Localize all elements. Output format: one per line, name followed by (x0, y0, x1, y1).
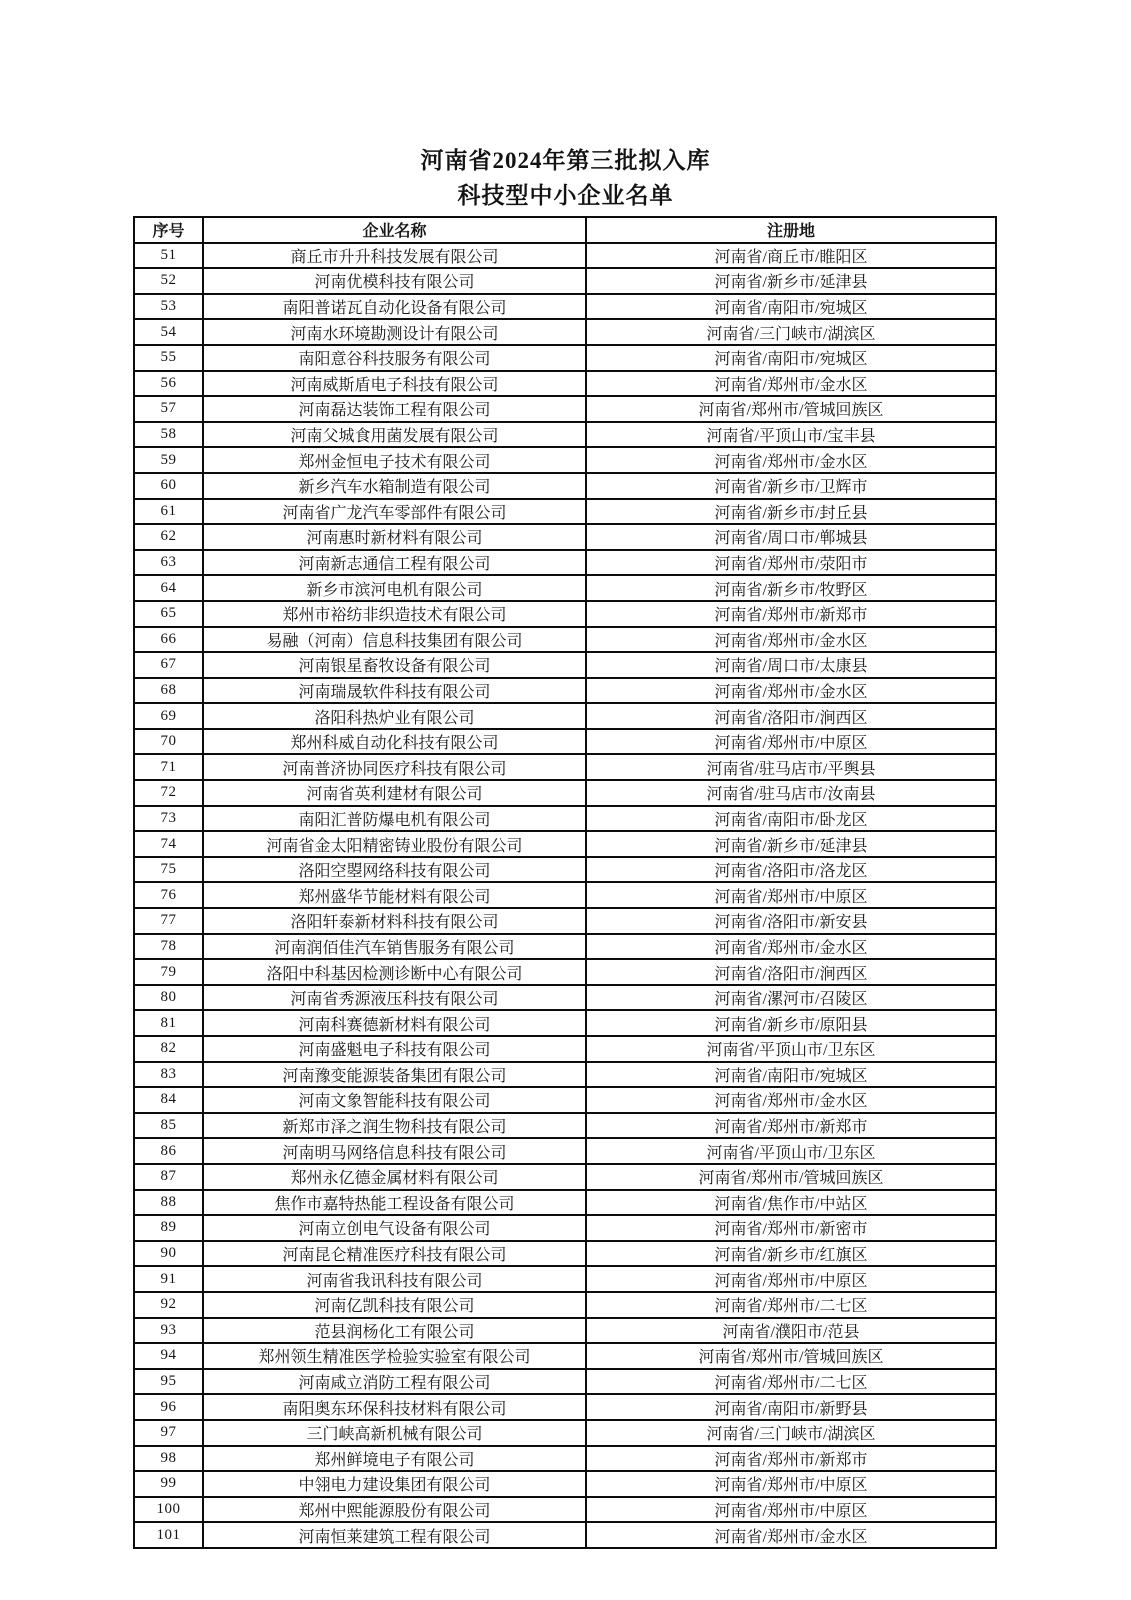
company-name-cell: 河南优模科技有限公司 (203, 268, 586, 294)
company-name-cell: 河南银星畜牧设备有限公司 (203, 652, 586, 678)
registration-cell: 河南省/郑州市/新郑市 (586, 601, 996, 627)
company-name-cell: 河南省英利建材有限公司 (203, 780, 586, 806)
registration-cell: 河南省/洛阳市/洛龙区 (586, 857, 996, 883)
row-index-cell: 56 (134, 371, 203, 397)
table-row (134, 1010, 996, 1036)
table-header (134, 217, 996, 243)
row-index-cell: 65 (134, 601, 203, 627)
company-name-cell: 新乡汽车水箱制造有限公司 (203, 473, 586, 499)
company-name-cell: 郑州中熙能源股份有限公司 (203, 1497, 586, 1523)
row-index-cell: 71 (134, 754, 203, 780)
company-name-cell: 河南科赛德新材料有限公司 (203, 1010, 586, 1036)
row-index-cell: 90 (134, 1241, 203, 1267)
company-name-cell: 商丘市升升科技发展有限公司 (203, 243, 586, 269)
row-index-cell: 88 (134, 1190, 203, 1216)
row-index-cell: 89 (134, 1215, 203, 1241)
table-row (134, 729, 996, 755)
table-row (134, 422, 996, 448)
registration-cell: 河南省/三门峡市/湖滨区 (586, 1420, 996, 1446)
table-row (134, 985, 996, 1011)
table-row (134, 627, 996, 653)
registration-cell: 河南省/新乡市/延津县 (586, 268, 996, 294)
registration-cell: 河南省/郑州市/中原区 (586, 1471, 996, 1497)
registration-cell: 河南省/郑州市/二七区 (586, 1369, 996, 1395)
row-index-cell: 80 (134, 985, 203, 1011)
table-row (134, 1190, 996, 1216)
row-index-cell: 81 (134, 1010, 203, 1036)
table-row (134, 1062, 996, 1088)
company-name-cell: 河南普济协同医疗科技有限公司 (203, 754, 586, 780)
registration-cell: 河南省/周口市/太康县 (586, 652, 996, 678)
company-name-cell: 河南明马网络信息科技有限公司 (203, 1138, 586, 1164)
table-body (134, 243, 996, 1548)
table-row (134, 1343, 996, 1369)
registration-cell: 河南省/郑州市/管城回族区 (586, 396, 996, 422)
table-row (134, 1318, 996, 1344)
company-name-cell: 南阳奥东环保科技材料有限公司 (203, 1394, 586, 1420)
registration-cell: 河南省/郑州市/新郑市 (586, 1446, 996, 1472)
table-row (134, 806, 996, 832)
registration-cell: 河南省/驻马店市/平舆县 (586, 754, 996, 780)
company-name-cell: 洛阳轩泰新材料科技有限公司 (203, 908, 586, 934)
row-index-cell: 59 (134, 447, 203, 473)
company-name-cell: 河南立创电气设备有限公司 (203, 1215, 586, 1241)
company-name-cell: 河南威斯盾电子科技有限公司 (203, 371, 586, 397)
table-row (134, 1394, 996, 1420)
row-index-cell: 61 (134, 499, 203, 525)
row-index-cell: 97 (134, 1420, 203, 1446)
company-name-cell: 郑州领生精准医学检验实验室有限公司 (203, 1343, 586, 1369)
table-row (134, 524, 996, 550)
row-index-cell: 53 (134, 294, 203, 320)
company-name-cell: 郑州科威自动化科技有限公司 (203, 729, 586, 755)
table-row (134, 857, 996, 883)
company-name-cell: 河南省金太阳精密铸业股份有限公司 (203, 831, 586, 857)
registration-cell: 河南省/南阳市/卧龙区 (586, 806, 996, 832)
registration-cell: 河南省/新乡市/延津县 (586, 831, 996, 857)
company-name-cell: 河南省我讯科技有限公司 (203, 1266, 586, 1292)
table-row (134, 1215, 996, 1241)
company-name-cell: 河南惠时新材料有限公司 (203, 524, 586, 550)
row-index-cell: 66 (134, 627, 203, 653)
registration-cell: 河南省/洛阳市/新安县 (586, 908, 996, 934)
registration-cell: 河南省/郑州市/金水区 (586, 934, 996, 960)
company-name-cell: 郑州永亿德金属材料有限公司 (203, 1164, 586, 1190)
registration-cell: 河南省/洛阳市/涧西区 (586, 703, 996, 729)
registration-cell: 河南省/南阳市/宛城区 (586, 345, 996, 371)
table-row (134, 1522, 996, 1548)
row-index-cell: 84 (134, 1087, 203, 1113)
company-name-cell: 河南咸立消防工程有限公司 (203, 1369, 586, 1395)
row-index-cell: 55 (134, 345, 203, 371)
row-index-cell: 73 (134, 806, 203, 832)
company-name-cell: 郑州市裕纺非织造技术有限公司 (203, 601, 586, 627)
registration-cell: 河南省/郑州市/二七区 (586, 1292, 996, 1318)
registration-cell: 河南省/新乡市/原阳县 (586, 1010, 996, 1036)
table-row (134, 1241, 996, 1267)
registration-cell: 河南省/郑州市/新郑市 (586, 1113, 996, 1139)
row-index-cell: 82 (134, 1036, 203, 1062)
table-row (134, 934, 996, 960)
row-index-cell: 69 (134, 703, 203, 729)
company-name-cell: 河南文象智能科技有限公司 (203, 1087, 586, 1113)
table-row (134, 396, 996, 422)
row-index-cell: 62 (134, 524, 203, 550)
document-title (0, 143, 1131, 213)
registration-cell: 河南省/平顶山市/卫东区 (586, 1138, 996, 1164)
company-name-cell: 南阳普诺瓦自动化设备有限公司 (203, 294, 586, 320)
table-row (134, 447, 996, 473)
table-row (134, 499, 996, 525)
registration-cell: 河南省/周口市/郸城县 (586, 524, 996, 550)
table-row (134, 550, 996, 576)
table-row (134, 1497, 996, 1523)
table-row (134, 703, 996, 729)
row-index-cell: 75 (134, 857, 203, 883)
company-name-cell: 河南磊达装饰工程有限公司 (203, 396, 586, 422)
table-row (134, 1266, 996, 1292)
registration-cell: 河南省/郑州市/中原区 (586, 1497, 996, 1523)
table-row (134, 294, 996, 320)
registration-cell: 河南省/郑州市/荥阳市 (586, 550, 996, 576)
row-index-cell: 87 (134, 1164, 203, 1190)
company-name-cell: 易融（河南）信息科技集团有限公司 (203, 627, 586, 653)
row-index-cell: 54 (134, 319, 203, 345)
company-name-cell: 洛阳科热炉业有限公司 (203, 703, 586, 729)
registration-cell: 河南省/濮阳市/范县 (586, 1318, 996, 1344)
table-row (134, 1036, 996, 1062)
row-index-cell: 85 (134, 1113, 203, 1139)
table-row (134, 1087, 996, 1113)
table-row (134, 601, 996, 627)
row-index-cell: 98 (134, 1446, 203, 1472)
registration-cell: 河南省/南阳市/宛城区 (586, 1062, 996, 1088)
table-row (134, 882, 996, 908)
header-cell-company-name: 企业名称 (203, 217, 586, 243)
company-name-cell: 郑州鲜境电子有限公司 (203, 1446, 586, 1472)
company-name-cell: 洛阳空曌网络科技有限公司 (203, 857, 586, 883)
registration-cell: 河南省/郑州市/金水区 (586, 1522, 996, 1548)
table-row (134, 345, 996, 371)
table-row (134, 831, 996, 857)
registration-cell: 河南省/郑州市/金水区 (586, 447, 996, 473)
table-row (134, 268, 996, 294)
registration-cell: 河南省/郑州市/中原区 (586, 1266, 996, 1292)
header-cell-index: 序号 (134, 217, 203, 243)
table-row (134, 575, 996, 601)
table-row (134, 1164, 996, 1190)
row-index-cell: 91 (134, 1266, 203, 1292)
company-name-cell: 河南恒莱建筑工程有限公司 (203, 1522, 586, 1548)
registration-cell: 河南省/平顶山市/卫东区 (586, 1036, 996, 1062)
table-row (134, 1471, 996, 1497)
table-row (134, 959, 996, 985)
table-row (134, 1113, 996, 1139)
registration-cell: 河南省/新乡市/牧野区 (586, 575, 996, 601)
table-row (134, 1292, 996, 1318)
row-index-cell: 86 (134, 1138, 203, 1164)
table-row (134, 319, 996, 345)
table-row (134, 678, 996, 704)
row-index-cell: 68 (134, 678, 203, 704)
company-name-cell: 河南盛魁电子科技有限公司 (203, 1036, 586, 1062)
registration-cell: 河南省/三门峡市/湖滨区 (586, 319, 996, 345)
row-index-cell: 96 (134, 1394, 203, 1420)
registration-cell: 河南省/洛阳市/涧西区 (586, 959, 996, 985)
table-row (134, 371, 996, 397)
registration-cell: 河南省/郑州市/中原区 (586, 882, 996, 908)
company-name-cell: 河南新志通信工程有限公司 (203, 550, 586, 576)
table-row (134, 1446, 996, 1472)
table-row (134, 1420, 996, 1446)
registration-cell: 河南省/新乡市/卫辉市 (586, 473, 996, 499)
row-index-cell: 101 (134, 1522, 203, 1548)
company-name-cell: 焦作市嘉特热能工程设备有限公司 (203, 1190, 586, 1216)
company-name-cell: 南阳汇普防爆电机有限公司 (203, 806, 586, 832)
registration-cell: 河南省/新乡市/红旗区 (586, 1241, 996, 1267)
company-name-cell: 河南瑞晟软件科技有限公司 (203, 678, 586, 704)
table-row (134, 1138, 996, 1164)
row-index-cell: 57 (134, 396, 203, 422)
row-index-cell: 64 (134, 575, 203, 601)
row-index-cell: 95 (134, 1369, 203, 1395)
company-name-cell: 河南润佰佳汽车销售服务有限公司 (203, 934, 586, 960)
row-index-cell: 76 (134, 882, 203, 908)
row-index-cell: 78 (134, 934, 203, 960)
row-index-cell: 67 (134, 652, 203, 678)
row-index-cell: 74 (134, 831, 203, 857)
company-name-cell: 新郑市泽之润生物科技有限公司 (203, 1113, 586, 1139)
company-name-cell: 河南省秀源液压科技有限公司 (203, 985, 586, 1011)
row-index-cell: 94 (134, 1343, 203, 1369)
table-row (134, 652, 996, 678)
registration-cell: 河南省/南阳市/新野县 (586, 1394, 996, 1420)
registration-cell: 河南省/郑州市/新密市 (586, 1215, 996, 1241)
row-index-cell: 99 (134, 1471, 203, 1497)
registration-cell: 河南省/新乡市/封丘县 (586, 499, 996, 525)
row-index-cell: 72 (134, 780, 203, 806)
company-name-cell: 河南省广龙汽车零部件有限公司 (203, 499, 586, 525)
company-name-cell: 新乡市滨河电机有限公司 (203, 575, 586, 601)
company-name-cell: 范县润杨化工有限公司 (203, 1318, 586, 1344)
row-index-cell: 52 (134, 268, 203, 294)
row-index-cell: 77 (134, 908, 203, 934)
company-roster-table (133, 216, 997, 1549)
row-index-cell: 79 (134, 959, 203, 985)
company-name-cell: 郑州盛华节能材料有限公司 (203, 882, 586, 908)
company-name-cell: 河南水环境勘测设计有限公司 (203, 319, 586, 345)
row-index-cell: 92 (134, 1292, 203, 1318)
header-cell-registration: 注册地 (586, 217, 996, 243)
registration-cell: 河南省/郑州市/金水区 (586, 627, 996, 653)
table-row (134, 243, 996, 269)
table-row (134, 780, 996, 806)
row-index-cell: 70 (134, 729, 203, 755)
row-index-cell: 93 (134, 1318, 203, 1344)
table-row (134, 908, 996, 934)
registration-cell: 河南省/郑州市/管城回族区 (586, 1164, 996, 1190)
company-name-cell: 中翎电力建设集团有限公司 (203, 1471, 586, 1497)
table-row (134, 754, 996, 780)
registration-cell: 河南省/郑州市/金水区 (586, 1087, 996, 1113)
row-index-cell: 58 (134, 422, 203, 448)
registration-cell: 河南省/驻马店市/汝南县 (586, 780, 996, 806)
registration-cell: 河南省/焦作市/中站区 (586, 1190, 996, 1216)
row-index-cell: 100 (134, 1497, 203, 1523)
company-name-cell: 河南亿凯科技有限公司 (203, 1292, 586, 1318)
company-name-cell: 三门峡高新机械有限公司 (203, 1420, 586, 1446)
company-name-cell: 河南父城食用菌发展有限公司 (203, 422, 586, 448)
company-name-cell: 河南豫变能源装备集团有限公司 (203, 1062, 586, 1088)
registration-cell: 河南省/郑州市/管城回族区 (586, 1343, 996, 1369)
registration-cell: 河南省/郑州市/金水区 (586, 371, 996, 397)
registration-cell: 河南省/商丘市/睢阳区 (586, 243, 996, 269)
row-index-cell: 63 (134, 550, 203, 576)
company-name-cell: 洛阳中科基因检测诊断中心有限公司 (203, 959, 586, 985)
registration-cell: 河南省/漯河市/召陵区 (586, 985, 996, 1011)
document-title-line2: 科技型中小企业名单 (457, 183, 674, 208)
row-index-cell: 51 (134, 243, 203, 269)
registration-cell: 河南省/郑州市/金水区 (586, 678, 996, 704)
company-name-cell: 郑州金恒电子技术有限公司 (203, 447, 586, 473)
document-title-line1: 河南省2024年第三批拟入库 (420, 148, 711, 173)
table-header-row (134, 217, 996, 243)
table-row (134, 1369, 996, 1395)
row-index-cell: 83 (134, 1062, 203, 1088)
table-row (134, 473, 996, 499)
registration-cell: 河南省/郑州市/中原区 (586, 729, 996, 755)
company-name-cell: 河南昆仑精准医疗科技有限公司 (203, 1241, 586, 1267)
row-index-cell: 60 (134, 473, 203, 499)
registration-cell: 河南省/南阳市/宛城区 (586, 294, 996, 320)
company-name-cell: 南阳意谷科技服务有限公司 (203, 345, 586, 371)
registration-cell: 河南省/平顶山市/宝丰县 (586, 422, 996, 448)
